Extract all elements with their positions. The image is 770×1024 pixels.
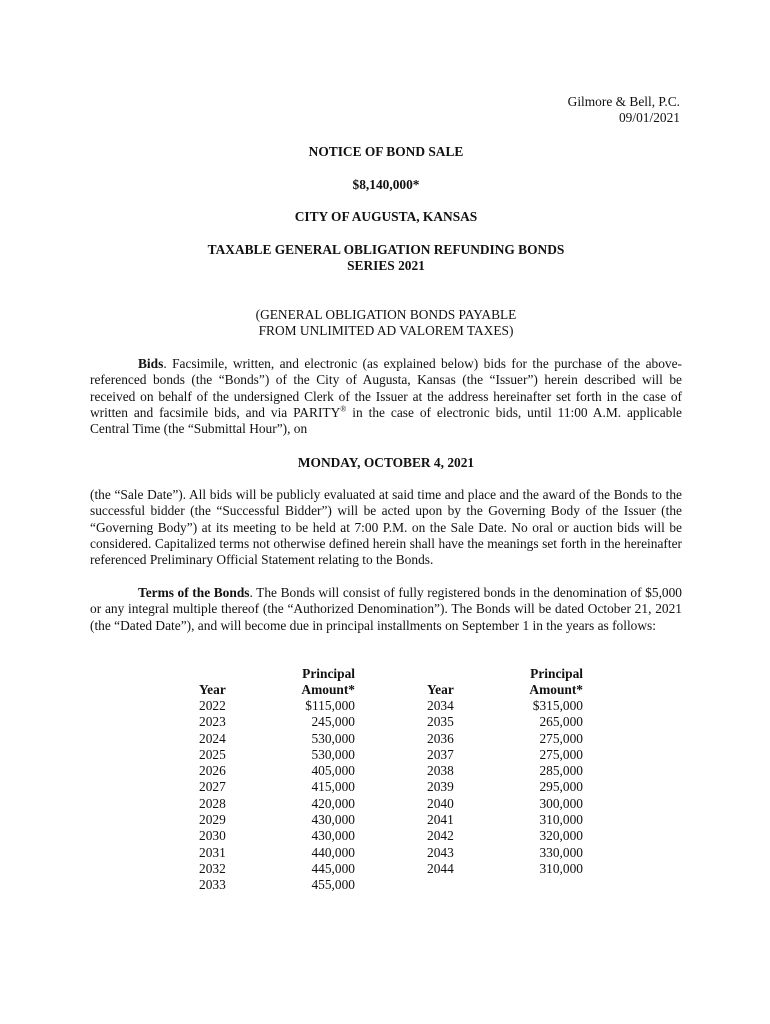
principal-amount: 275,000 — [539, 746, 583, 762]
payable-line2: FROM UNLIMITED AD VALOREM TAXES) — [258, 323, 514, 339]
bond-title-line2: SERIES 2021 — [347, 258, 425, 274]
right-amount-column — [519, 666, 583, 877]
principal-amount: 300,000 — [539, 795, 583, 811]
maturity-year: 2034 — [427, 698, 454, 713]
principal-amount: $315,000 — [532, 698, 583, 713]
bond-amount: $8,140,000* — [352, 177, 420, 192]
maturity-year: 2039 — [427, 779, 454, 795]
maturity-year: 2040 — [427, 795, 454, 811]
principal-amount: 420,000 — [311, 795, 355, 811]
maturity-year: 2043 — [427, 844, 454, 860]
principal-amount: 455,000 — [311, 877, 355, 893]
maturity-year: 2023 — [199, 714, 226, 730]
bids-text-2: in the case of electronic bids, until 11:00 A.M. applicable Central Time (the “Submittal Hour”), on — [90, 404, 683, 437]
principal-amount: 430,000 — [311, 828, 355, 844]
registered-mark: ® — [340, 404, 347, 414]
principal-amount: 415,000 — [311, 779, 355, 795]
principal-amount: 405,000 — [311, 763, 355, 779]
terms-heading: Terms of the Bonds — [138, 585, 250, 600]
maturity-year: 2031 — [199, 844, 226, 860]
maturity-year: 2041 — [427, 812, 454, 828]
issuer-name: CITY OF AUGUSTA, KANSAS — [294, 209, 478, 224]
principal-amount: 265,000 — [539, 714, 583, 730]
payable-line1: (GENERAL OBLIGATION BONDS PAYABLE — [255, 307, 517, 322]
bids-text-1: . Facsimile, written, and electronic (as explained below) bids for the purchase of the above-referenced bonds (the “Bonds”) of the City of Augusta, Kansas (the “Issuer”) herein described will be received on behalf of the undersigned Clerk of the Issuer at the address hereinafter set forth in the case of written and facsimile bids, and via PARITY — [90, 356, 682, 420]
left-year-column — [199, 666, 259, 894]
principal-amount: 295,000 — [539, 779, 583, 795]
principal-amount: 310,000 — [539, 860, 583, 876]
principal-amount: 430,000 — [311, 812, 355, 828]
amount-header: Amount* — [529, 681, 583, 697]
maturity-year: 2042 — [427, 828, 454, 844]
principal-header: Principal — [530, 666, 583, 681]
year-header: Year — [427, 681, 454, 697]
principal-amount: 530,000 — [311, 730, 355, 746]
maturity-year: 2033 — [199, 877, 226, 893]
principal-amount: $115,000 — [305, 698, 355, 713]
bond-title-line1: TAXABLE GENERAL OBLIGATION REFUNDING BONDS — [207, 242, 565, 257]
principal-amount: 245,000 — [311, 714, 355, 730]
maturity-year: 2030 — [199, 828, 226, 844]
document-date: 09/01/2021 — [618, 110, 680, 126]
payable-note — [90, 307, 682, 340]
principal-amount: 330,000 — [539, 844, 583, 860]
principal-amount: 285,000 — [539, 763, 583, 779]
maturity-year: 2025 — [199, 746, 226, 762]
principal-amount: 530,000 — [311, 746, 355, 762]
header-block — [568, 94, 680, 127]
maturity-year: 2029 — [199, 812, 226, 828]
maturity-year: 2038 — [427, 763, 454, 779]
principal-header: Principal — [302, 666, 355, 681]
maturity-year: 2044 — [427, 860, 454, 876]
bids-heading: Bids — [138, 356, 164, 371]
bids-paragraph — [90, 356, 682, 437]
maturity-year: 2036 — [427, 730, 454, 746]
firm-name: Gilmore & Bell, P.C. — [567, 94, 680, 109]
amount-header: Amount* — [301, 681, 355, 697]
sale-paragraph: (the “Sale Date”). All bids will be publicly evaluated at said time and place and the award of the Bonds to the successful bidder (the “Successful Bidder”) will be acted upon by the Governing Body of the Issuer (the “Governing Body”) at its meeting to be held at 7:00 P.M. on the Sale Date. No oral or auction bids will be considered. Capitalized terms not otherwise defined herein shall have the meanings set forth in the hereinafter referenced Preliminary Official Statement relating to the Bonds. — [90, 487, 682, 568]
maturity-year: 2035 — [427, 714, 454, 730]
left-amount-column — [291, 666, 355, 894]
maturity-year: 2026 — [199, 763, 226, 779]
maturity-year: 2028 — [199, 795, 226, 811]
right-year-column — [427, 666, 487, 877]
maturity-year: 2022 — [199, 698, 226, 713]
year-header: Year — [199, 681, 226, 697]
principal-amount: 320,000 — [539, 828, 583, 844]
sale-date: MONDAY, OCTOBER 4, 2021 — [297, 455, 475, 470]
principal-amount: 310,000 — [539, 812, 583, 828]
terms-text: . The Bonds will consist of fully registered bonds in the denomination of $5,000 or any integral multiple thereof (the “Authorized Denomination”). The Bonds will be dated October 21, 2021 (the “Dated Date”), and will become due in principal installments on September 1 in the years as follows: — [90, 585, 683, 633]
terms-paragraph — [90, 585, 682, 634]
principal-amount: 440,000 — [311, 844, 355, 860]
maturity-year: 2032 — [199, 860, 226, 876]
principal-amount: 445,000 — [311, 860, 355, 876]
maturity-year: 2027 — [199, 779, 226, 795]
notice-title: NOTICE OF BOND SALE — [308, 144, 464, 159]
maturity-year: 2037 — [427, 746, 454, 762]
maturity-year: 2024 — [199, 730, 226, 746]
principal-amount: 275,000 — [539, 730, 583, 746]
bond-title — [90, 242, 682, 275]
